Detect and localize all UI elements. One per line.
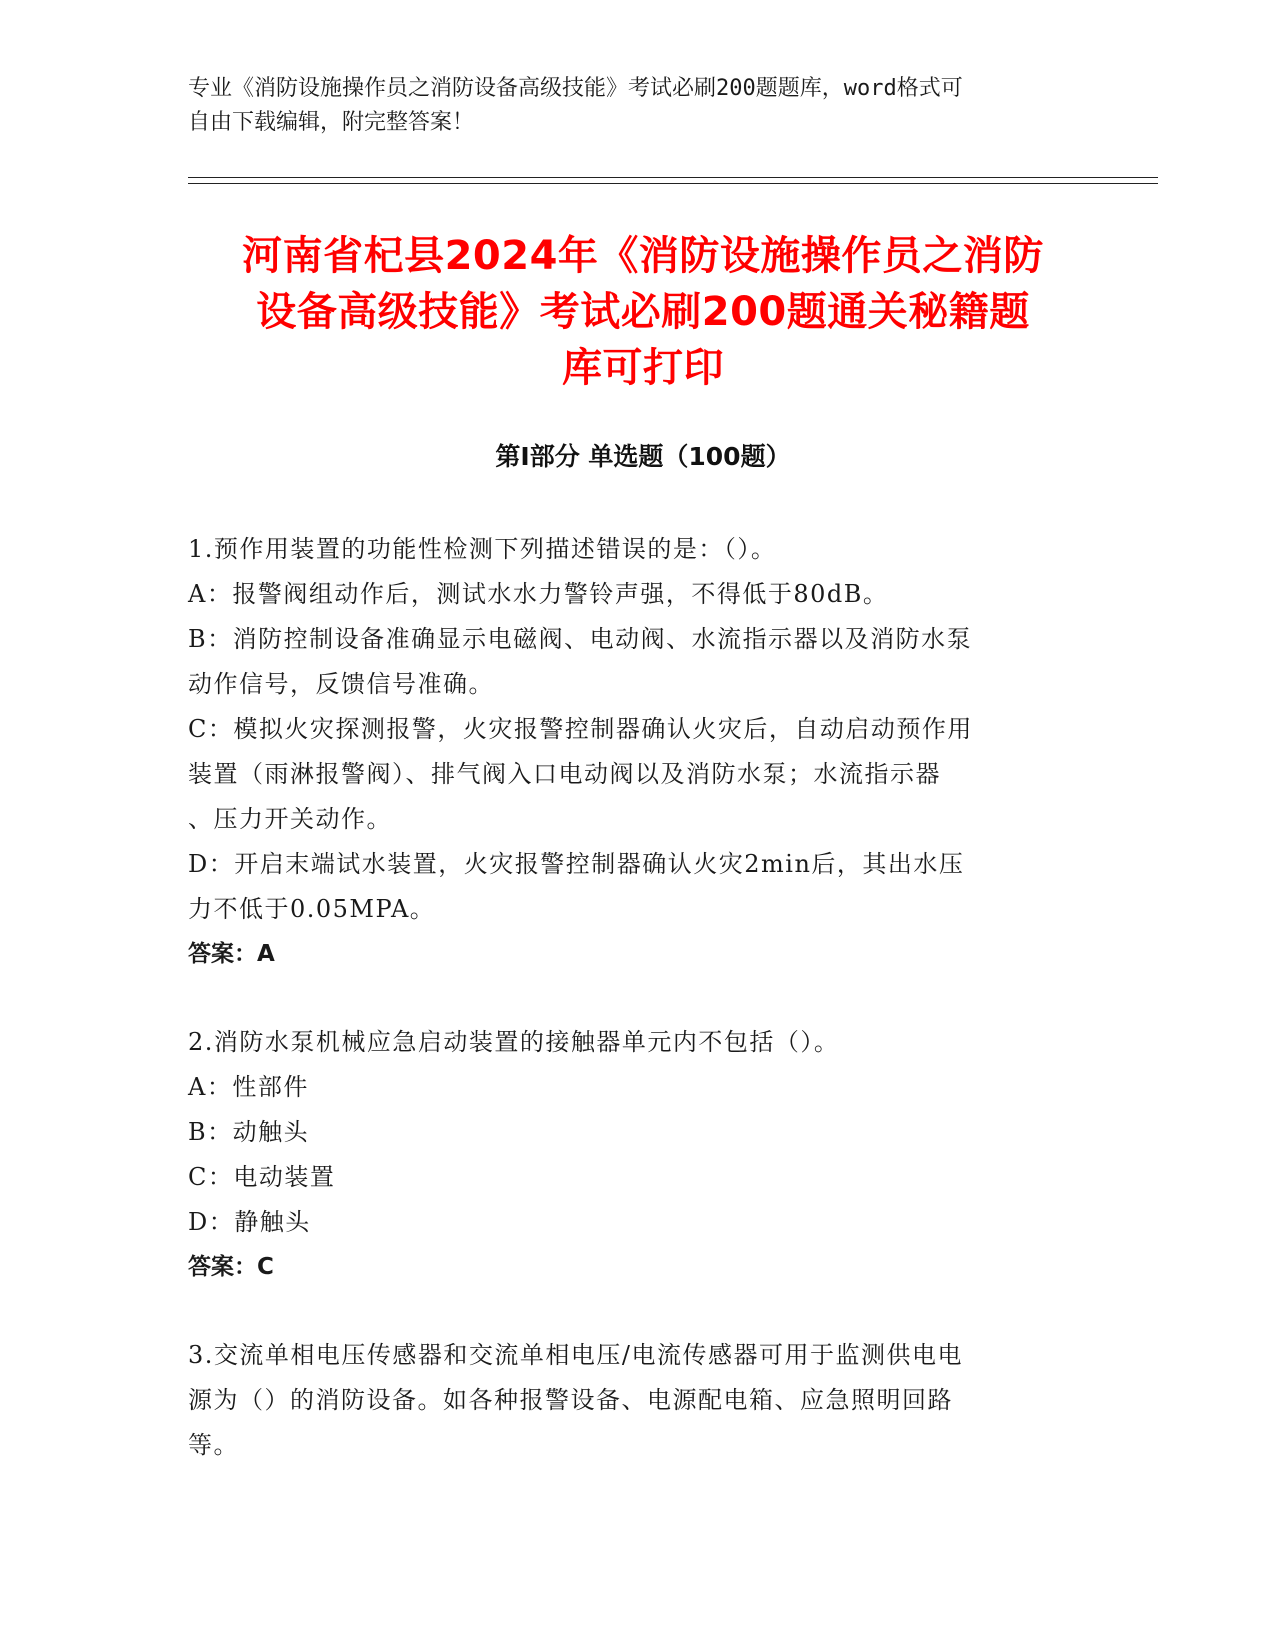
title-line: 河南省杞县2024年《消防设施操作员之消防	[242, 233, 1044, 279]
option-b: B：动触头	[188, 1118, 310, 1146]
answer-line: 答案：A	[188, 941, 275, 967]
option-d: D：开启末端试水装置，火灾报警控制器确认火灾2min后，其出水压	[188, 850, 965, 878]
header-note-line: 自由下载编辑，附完整答案！	[188, 110, 475, 135]
option-c-continued: 装置（雨淋报警阀）、排气阀入口电动阀以及消防水泵；水流指示器	[188, 760, 941, 788]
option-c: C：模拟火灾探测报警，火灾报警控制器确认火灾后，自动启动预作用	[188, 715, 973, 743]
option-a: A：报警阀组动作后，测试水水力警铃声强，不得低于80dB。	[188, 580, 889, 608]
question-stem: 2.消防水泵机械应急启动装置的接触器单元内不包括（）。	[188, 1028, 840, 1056]
header-divider	[188, 177, 1158, 178]
option-c-continued: 、压力开关动作。	[188, 805, 392, 833]
question-stem-continued: 等。	[188, 1431, 239, 1459]
option-d: D：静触头	[188, 1208, 311, 1236]
option-b: B：消防控制设备准确显示电磁阀、电动阀、水流指示器以及消防水泵	[188, 625, 973, 653]
header-note-line: 专业《消防设施操作员之消防设备高级技能》考试必刷200题题库，word格式可	[188, 76, 963, 101]
option-d-continued: 力不低于0.05MPA。	[188, 895, 436, 923]
header-note	[188, 72, 1088, 140]
section-heading: 第Ⅰ部分 单选题（100题）	[495, 442, 791, 471]
option-a: A：性部件	[188, 1073, 309, 1101]
question-stem: 1.预作用装置的功能性检测下列描述错误的是：（）。	[188, 535, 777, 563]
title-line: 设备高级技能》考试必刷200题通关秘籍题	[256, 289, 1030, 335]
option-b-continued: 动作信号，反馈信号准确。	[188, 670, 494, 698]
option-c: C：电动装置	[188, 1163, 336, 1191]
answer-line: 答案：C	[188, 1254, 274, 1280]
question-stem: 3.交流单相电压传感器和交流单相电压/电流传感器可用于监测供电电	[188, 1341, 963, 1369]
document-title	[188, 228, 1098, 396]
question-item	[188, 527, 1078, 977]
question-stem-continued: 源为（）的消防设备。如各种报警设备、电源配电箱、应急照明回路	[188, 1386, 953, 1414]
question-item	[188, 1020, 1078, 1290]
question-item	[188, 1333, 1078, 1468]
header-divider	[188, 183, 1158, 184]
title-line: 库可打印	[562, 345, 724, 391]
question-list	[188, 527, 1078, 1468]
